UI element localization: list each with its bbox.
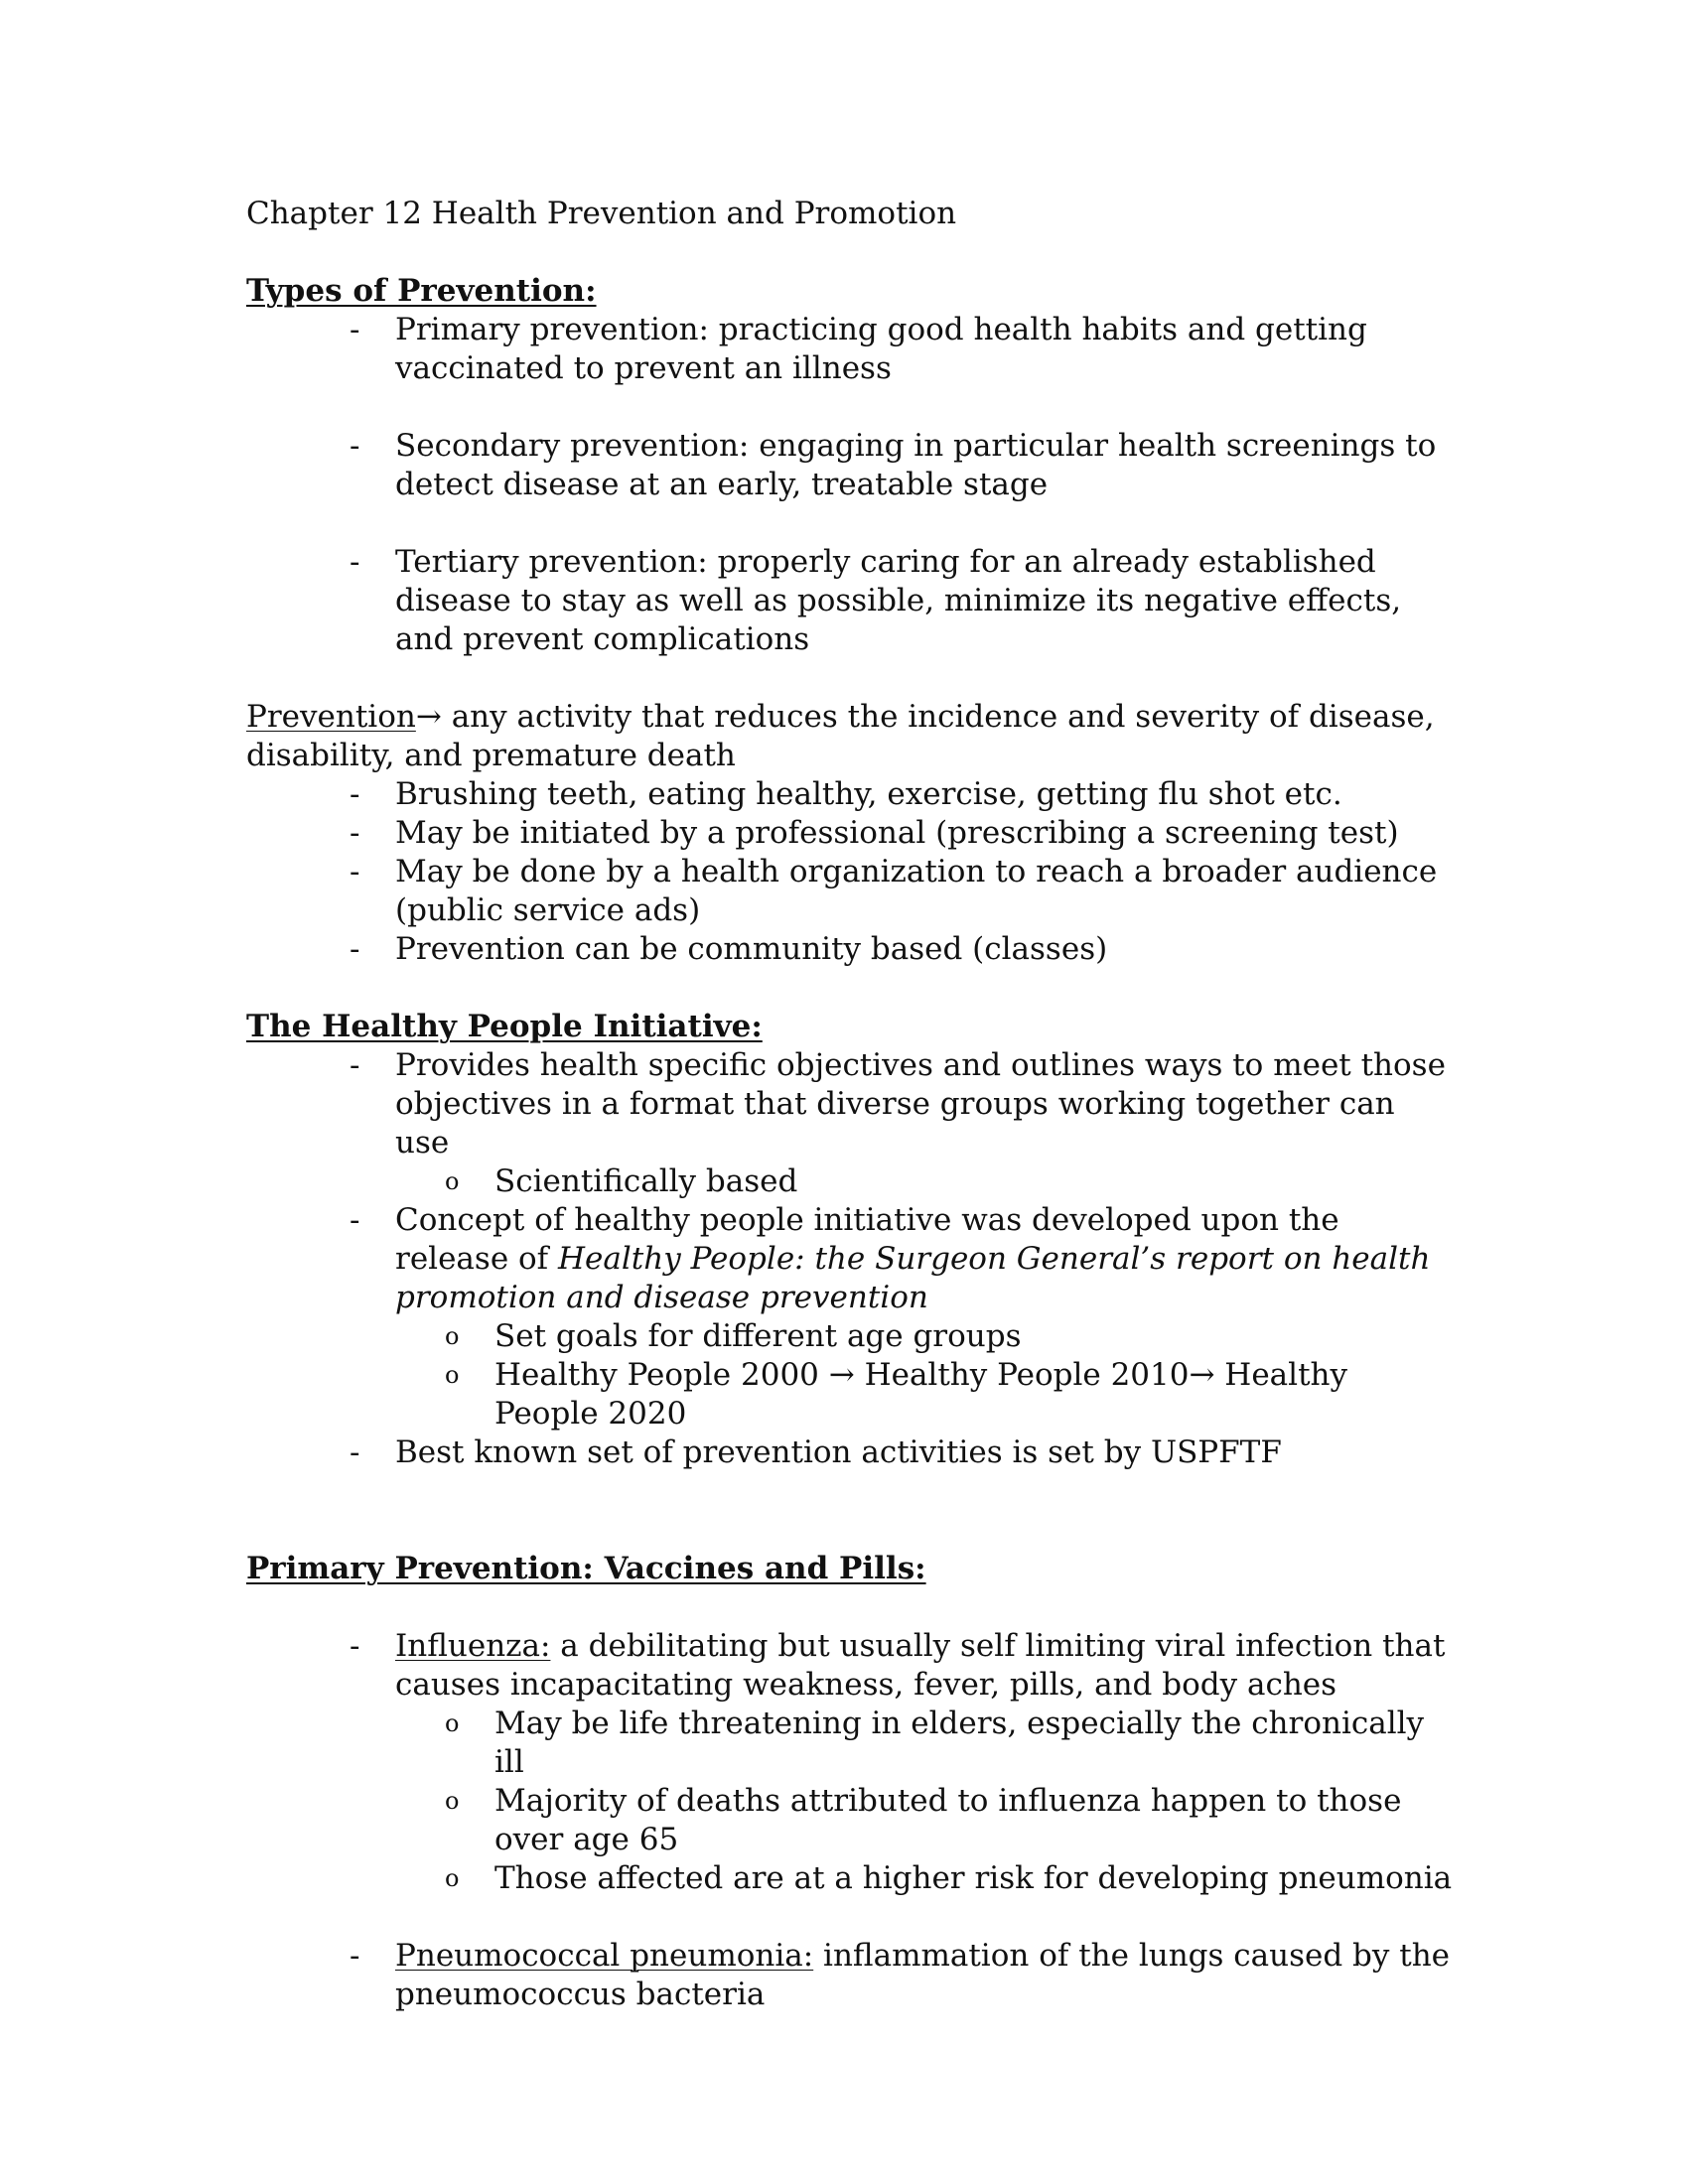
list-item [246,1627,1458,1898]
dash-bullet: - [350,1938,360,1974]
pneumonia-definition: inflammation of the lungs caused by the pneumococcus bacteria [395,1938,1451,2012]
influenza-definition: a debilitating but usually self limiting viral infection that causes incapacitating weakness, fever, pills, and body aches [395,1628,1446,1703]
report-title: Healthy People: the Surgeon General’s report on health promotion and disease prevention [395,1241,1431,1315]
list-item-text: Secondary prevention: engaging in particular health screenings to detect disease at an early, treatable stage [395,428,1437,502]
sub-list-item [395,1859,1458,1898]
list-item [246,853,1458,930]
arrow-glyph: → [415,699,442,735]
sub-list-item-text: Healthy People 2000 → Healthy People 2010→ Healthy People 2020 [494,1357,1348,1432]
prevention-definition [246,698,1458,775]
influenza-term: Influenza: [395,1628,551,1664]
list-item [246,1201,1458,1433]
list-item-text: May be initiated by a professional (prescribing a screening test) [395,815,1399,851]
list-item [246,775,1458,814]
list-item-text: May be done by a health organization to reach a broader audience (public service ads) [395,854,1438,928]
section-heading-healthy-people: The Healthy People Initiative: [246,1009,763,1044]
dash-bullet: - [350,1628,360,1664]
list-item-text: Tertiary prevention: properly caring for an already established disease to stay as well as possible, minimize its negative effects, and prevent complications [395,544,1402,657]
section-heading-vaccines: Primary Prevention: Vaccines and Pills: [246,1551,926,1586]
dash-bullet: - [350,312,360,347]
circle-bullet: o [445,1167,460,1195]
dash-bullet: - [350,931,360,967]
sub-list-item-text: May be life threatening in elders, especially the chronically ill [494,1706,1425,1780]
healthy-people-section [246,1008,1458,1472]
circle-bullet: o [445,1322,460,1350]
prevention-examples-list [246,775,1458,969]
list-item-text: Prevention can be community based (classes) [395,931,1108,967]
sub-list-item-text: Scientifically based [494,1163,798,1199]
list-item [246,427,1458,504]
dash-bullet: - [350,1202,360,1238]
healthy-people-list [246,1046,1458,1472]
dash-bullet: - [350,428,360,464]
sub-list-item [395,1162,1458,1201]
sub-list-item-text: Majority of deaths attributed to influenza happen to those over age 65 [494,1783,1402,1857]
dash-bullet: - [350,854,360,889]
list-item-text: Primary prevention: practicing good health habits and getting vaccinated to prevent an illness [395,312,1367,386]
list-item-text: Concept of healthy people initiative was developed upon the release of [395,1202,1339,1277]
list-item [246,543,1458,659]
list-item [246,814,1458,853]
prevention-term: Prevention [246,699,416,735]
sub-list-item-text: Those affected are at a higher risk for developing pneumonia [494,1860,1453,1896]
list-item [246,311,1458,388]
pneumonia-term: Pneumococcal pneumonia: [395,1938,814,1974]
prevention-definition-text: any activity that reduces the incidence and severity of disease, disability, and premature death [246,699,1435,773]
document-page [246,195,1458,2014]
circle-bullet: o [445,1709,460,1737]
circle-bullet: o [445,1361,460,1389]
dash-bullet: - [350,544,360,580]
list-item [246,1937,1458,2014]
section-heading-types: Types of Prevention: [246,273,597,309]
list-item [246,930,1458,969]
circle-bullet: o [445,1787,460,1815]
prevention-definition-section [246,698,1458,969]
list-item [246,1433,1458,1472]
sub-list-item-text: Set goals for different age groups [494,1318,1022,1354]
types-list [246,311,1458,659]
sub-list-item [395,1356,1458,1433]
dash-bullet: - [350,776,360,812]
vaccines-list [246,1627,1458,2014]
sub-list [395,1162,1458,1201]
sub-list [395,1705,1458,1898]
dash-bullet: - [350,1047,360,1083]
sub-list [395,1317,1458,1433]
list-item-text: Brushing teeth, eating healthy, exercise, getting flu shot etc. [395,776,1342,812]
sub-list-item [395,1705,1458,1782]
dash-bullet: - [350,1434,360,1470]
sub-list-item [395,1782,1458,1859]
list-item-text: Best known set of prevention activities is set by USPFTF [395,1434,1282,1470]
list-item [246,1046,1458,1201]
types-of-prevention-section [246,272,1458,659]
sub-list-item [395,1317,1458,1356]
dash-bullet: - [350,815,360,851]
page-title: Chapter 12 Health Prevention and Promotion [246,196,957,231]
vaccines-pills-section [246,1550,1458,2014]
list-item-text: Provides health specific objectives and outlines ways to meet those objectives in a format that diverse groups working together can use [395,1047,1446,1160]
circle-bullet: o [445,1864,460,1892]
